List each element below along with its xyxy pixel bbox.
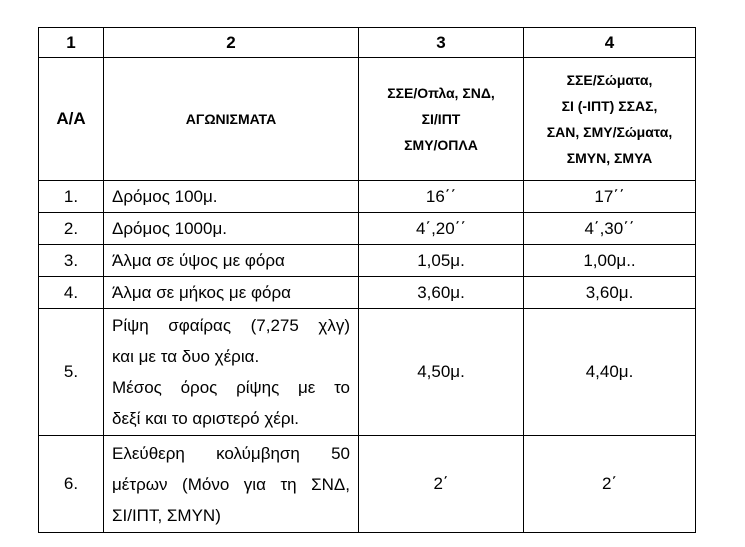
header-group-4-line: ΣΣΕ/Σώματα,	[566, 72, 653, 88]
header-group-3-line: ΣΣΕ/Οπλα, ΣΝΔ,	[387, 85, 495, 101]
value-group-3: 1,05μ.	[359, 245, 524, 277]
column-number-3: 3	[359, 28, 524, 58]
event-line: δεξί και το αριστερό χέρι.	[112, 409, 300, 428]
table-row	[39, 213, 696, 245]
table-row	[39, 436, 696, 533]
row-index: 1.	[39, 181, 104, 213]
column-number-4: 4	[524, 28, 696, 58]
header-group-3-line: ΣΜΥ/ΟΠΛΑ	[404, 137, 478, 153]
value-group-4: 3,60μ.	[524, 277, 696, 309]
row-index: 5.	[39, 309, 104, 436]
event-line: ΣΙ/ΙΠΤ, ΣΜΥΝ)	[112, 505, 221, 525]
header-group-3-line: ΣΙ/ΙΠΤ	[421, 111, 461, 127]
header-group-4-line: ΣΑΝ, ΣΜΥ/Σώματα,	[546, 124, 673, 140]
table-row	[39, 277, 696, 309]
row-index: 4.	[39, 277, 104, 309]
event-line: Μέσος όρος ρίψης με το	[112, 378, 350, 397]
value-group-4: 1,00μ..	[524, 245, 696, 277]
event-name: Άλμα σε μήκος με φόρα	[104, 277, 359, 309]
table-row	[39, 181, 696, 213]
column-number-2: 2	[104, 28, 359, 58]
event-name: Δρόμος 100μ.	[104, 181, 359, 213]
value-group-4: 2΄	[524, 436, 696, 533]
header-group-4-line: ΣΜΥΝ, ΣΜΥΑ	[566, 150, 653, 166]
row-index: 6.	[39, 436, 104, 533]
requirements-table	[38, 27, 696, 533]
column-number-row	[39, 28, 696, 58]
value-group-4: 17΄΄	[524, 181, 696, 213]
value-group-3: 4΄,20΄΄	[359, 213, 524, 245]
event-line: μέτρων (Μόνο για τη ΣΝΔ,	[112, 474, 350, 494]
event-line: Ρίψη σφαίρας (7,275 χλγ)	[112, 316, 350, 335]
event-name: Δρόμος 1000μ.	[104, 213, 359, 245]
table-row	[39, 245, 696, 277]
event-line: Ελεύθερη κολύμβηση 50	[112, 443, 350, 463]
value-group-4: 4,40μ.	[524, 309, 696, 436]
value-group-4: 4΄,30΄΄	[524, 213, 696, 245]
header-group-3	[359, 58, 524, 181]
value-group-3: 4,50μ.	[359, 309, 524, 436]
row-index: 2.	[39, 213, 104, 245]
header-row	[39, 58, 696, 181]
header-events: ΑΓΩΝΙΣΜΑΤΑ	[104, 58, 359, 181]
row-index: 3.	[39, 245, 104, 277]
column-number-1: 1	[39, 28, 104, 58]
event-name: Άλμα σε ύψος με φόρα	[104, 245, 359, 277]
value-group-3: 2΄	[359, 436, 524, 533]
event-line: και με τα δυο χέρια.	[112, 347, 260, 366]
event-name	[104, 436, 359, 533]
value-group-3: 3,60μ.	[359, 277, 524, 309]
table-row	[39, 309, 696, 436]
event-name	[104, 309, 359, 436]
header-group-4	[524, 58, 696, 181]
header-index: Α/Α	[39, 58, 104, 181]
value-group-3: 16΄΄	[359, 181, 524, 213]
header-group-4-line: ΣΙ (-ΙΠΤ) ΣΣΑΣ,	[561, 98, 658, 114]
